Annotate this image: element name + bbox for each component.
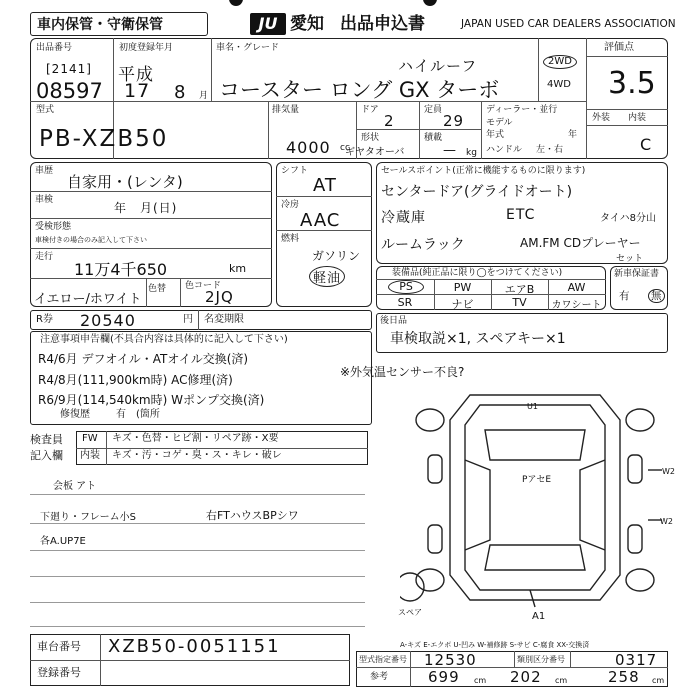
model-label: 型式 [36,105,55,115]
type-designation-label: 型式指定番号 [359,655,407,664]
fuel-label: 燃料 [281,234,300,244]
ext-grade-label: 外装 [592,113,611,123]
type-designation-value: 12530 [424,651,477,669]
registration-month: 8 [174,82,187,103]
fuel-line2: 軽油 [309,266,345,287]
note-line-2: R4/8月(111,900km時) AC修理(済) [38,373,233,387]
inspector-in-label: 内装 [80,450,100,461]
dims-length: 699 [428,668,460,686]
shift-value: AT [313,175,337,196]
capacity-value: 29 [443,112,465,130]
aircon-value: AAC [300,210,341,231]
hole-punch-left [229,0,243,6]
shape-label: 形状 [361,133,380,143]
repair-label: 修復歴 [60,409,90,420]
mark-u1: U1 [527,402,538,411]
mileage-value: 11万4千650 [74,260,168,279]
mark-w2-lower: W2 [660,517,673,526]
mark-w2-upper: W2 [662,467,675,476]
equip-navi: ナビ [451,298,474,311]
chassis-value: XZB50-0051151 [108,636,281,657]
inspector-in-items: キズ・汚・コゲ・臭・ス・キレ・破レ [112,450,282,461]
lot-label: 出品番号 [36,43,73,53]
fuel-line1: ガソリン [312,249,361,263]
handle-label: ハンドル [486,145,523,155]
hole-punch-right [423,0,437,6]
equip-airbag: エアB [504,283,535,296]
notes-label: 注意事項申告欄(不具合内容は具体的に記入して下さい) [40,334,288,345]
dealer-label: ディーラー・並行 [486,105,558,115]
doors-label: ドア [361,105,379,115]
consign-label: 受検形態 [35,222,72,232]
dealer-model-label: モデル [486,118,513,128]
payload-unit: kg [466,148,477,158]
inspector-note-3: 右FTハウスBPシワ [206,509,299,522]
sp-item-2: 冷蔵庫 [381,210,426,226]
fuel-note: ギヤタオーバ [345,147,405,158]
sensor-note: ※外気温センサー不良? [340,365,465,379]
equip-leather: カワシート [551,300,602,311]
dims-height-unit: cm [652,676,665,685]
dims-length-unit: cm [474,676,487,685]
dealer-year-label: 年式 [486,130,505,140]
warranty-yes: 有 [619,290,630,302]
shift-label: シフト [281,166,309,176]
model-value: PB-XZB50 [39,126,169,152]
inspection-label: 車検 [35,195,54,205]
warranty-no: 無 [648,289,665,303]
grade-label: 評価点 [604,42,634,53]
sheet-title: 出品申込書 [340,14,425,34]
color-value: イエロー/ホワイト [34,292,142,307]
note-line-3: R6/9月(114,540km時) Wポンプ交換(済) [38,393,265,407]
name-change-label: 名変期限 [204,314,244,325]
usage-label: 車歴 [35,166,54,176]
accessories-value: 車検取説×1, スペアキー×1 [390,331,566,347]
usage-value: 自家用・(レンタ) [67,173,183,191]
dims-height: 258 [608,668,640,686]
lot-bracket: [2141] [46,62,92,76]
sp-item-6: AM.FM CDプレーヤー [520,236,641,250]
capacity-label: 定員 [424,105,443,115]
equip-ps: PS [388,280,424,294]
equip-sr: SR [397,296,413,309]
class-label: 類別区分番号 [517,655,565,664]
damage-legend: A-キズ E-エクボ U-凹み W-補修跡 S-サビ C-腐食 XX-交換済 [400,641,590,649]
registration-era: 平成 [118,65,154,85]
inspector-label-1: 検査員 [30,433,63,446]
int-grade-label: 内装 [628,113,647,123]
inspector-fw-label: FW [82,433,98,444]
recycle-value: 20540 [80,311,136,330]
ju-logo: JU [250,13,286,35]
drive-4wd: 4WD [547,79,571,90]
mileage-unit: km [229,262,247,275]
equip-pw: PW [453,281,472,294]
spare-label: スペア [398,608,422,617]
inspector-fw-items: キズ・色替・ヒビ割・リペア跡・X要 [112,433,279,444]
mark-pate: PアセE [522,475,552,485]
handle-options: 左・右 [536,145,564,155]
registration-year: 17 [124,80,151,102]
car-name-line1: ハイルーフ [398,57,478,75]
dims-width-unit: cm [555,676,568,685]
equip-aw: AW [567,281,586,294]
aircon-label: 冷房 [281,200,300,210]
sp-item-1: センタードア(グライドオート) [381,184,573,200]
car-name-label: 車名・グレード [216,43,280,53]
repair-value: 有 (箇所 [116,409,160,420]
sp-item-5: ルームラック [381,237,465,253]
consign-note: 車検付きの場合のみ記入して下さい [35,236,147,244]
recycle-unit: 円 [183,314,193,325]
mileage-label: 走行 [35,252,54,262]
inspector-label-2: 記入欄 [30,449,63,462]
dims-width: 202 [510,668,542,686]
color-code-value: 2JQ [205,288,234,306]
chassis-label: 車台番号 [37,640,81,653]
org-name: 愛知 [290,14,324,34]
sp-item-3: ETC [506,207,536,223]
dims-label: 参考 [370,672,389,682]
selling-points-label: セールスポイント(正常に機能するものに限ります) [381,166,586,176]
car-name-line2: コースター ロング GX ターボ [219,78,500,102]
mark-a1: A1 [532,611,546,622]
class-value: 0317 [615,651,658,669]
grade-value: 3.5 [608,66,656,101]
lot-number: 08597 [36,79,103,103]
equip-tv: TV [512,296,527,309]
payload-label: 積載 [424,133,443,143]
equipment-label: 装備品(純正品に限り◯をつけてください) [392,268,563,278]
dealer-year-unit: 年 [568,130,578,140]
registration-label: 初度登録年月 [119,43,174,53]
color-code-label: 色コード [185,281,222,291]
payload-value: — [443,143,457,158]
drive-2wd: 2WD [543,55,577,69]
association-name: JAPAN USED CAR DEALERS ASSOCIATION [461,18,676,30]
int-grade-value: C [640,135,653,154]
inspector-note-1: 会板 アト [53,481,97,492]
accessories-label: 後日品 [380,316,408,326]
recycle-label: R券 [36,314,53,325]
color-label: 色替 [148,284,167,294]
displacement-label: 排気量 [272,105,300,115]
reg-number-label: 登録番号 [37,666,81,679]
warranty-label: 新車保証書 [614,269,660,279]
inspection-value: 年 月(日) [114,201,178,215]
sp-item-4: タイハ8分山 [600,213,656,224]
ext-grade-value: B [598,134,609,150]
storage-note-box [30,12,208,36]
sp-item-7: セット [616,254,644,264]
note-line-1: R4/6月 デフオイル・ATオイル交換(済) [38,352,249,366]
registration-month-suffix: 月 [199,91,209,101]
doors-value: 2 [384,112,395,130]
inspector-note-2: 下廻り・フレーム小S [40,512,136,523]
displacement-value: 4000 [286,138,331,157]
storage-note: 車内保管・守衛保管 [37,17,163,33]
displacement-unit: cc [340,143,350,153]
inspector-note-4: 各A.UP7E [40,536,86,547]
